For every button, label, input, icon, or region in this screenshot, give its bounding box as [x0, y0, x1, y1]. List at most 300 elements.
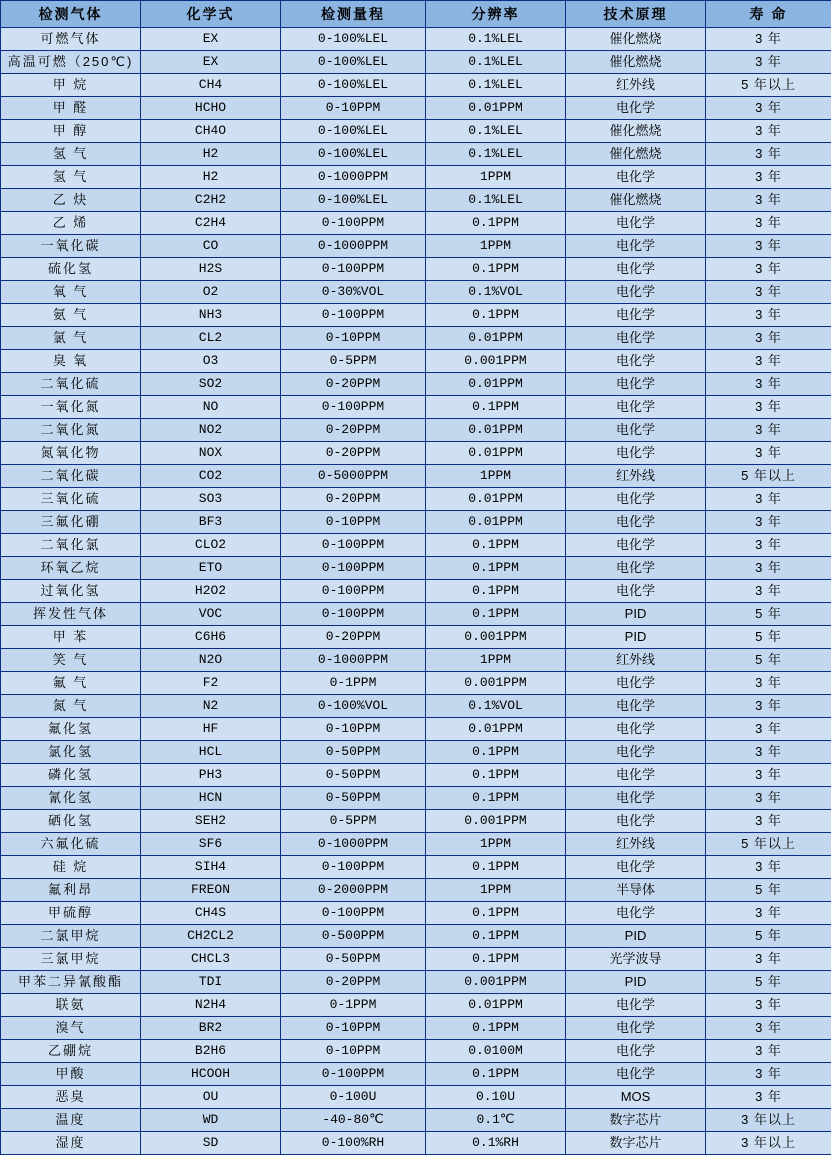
- cell-gas: 甲 醛: [1, 97, 141, 120]
- cell-principle: PID: [566, 925, 706, 948]
- cell-range: 0-100%LEL: [281, 120, 426, 143]
- table-row: [1, 350, 831, 373]
- cell-gas: 可燃气体: [1, 28, 141, 51]
- cell-gas: 三氟化硼: [1, 511, 141, 534]
- cell-gas: 联氨: [1, 994, 141, 1017]
- cell-principle: 电化学: [566, 304, 706, 327]
- cell-gas: 高温可燃（250℃): [1, 51, 141, 74]
- cell-principle: 催化燃烧: [566, 189, 706, 212]
- cell-gas: 氮氧化物: [1, 442, 141, 465]
- cell-resolution: 0.01PPM: [426, 511, 566, 534]
- cell-principle: 电化学: [566, 695, 706, 718]
- cell-range: 0-100PPM: [281, 212, 426, 235]
- cell-gas: 环氧乙烷: [1, 557, 141, 580]
- cell-formula: CHCL3: [141, 948, 281, 971]
- cell-range: 0-20PPM: [281, 626, 426, 649]
- cell-range: 0-100%LEL: [281, 74, 426, 97]
- cell-principle: 电化学: [566, 902, 706, 925]
- cell-resolution: 0.01PPM: [426, 442, 566, 465]
- cell-range: 0-1000PPM: [281, 166, 426, 189]
- cell-formula: HCL: [141, 741, 281, 764]
- cell-gas: 一氧化氮: [1, 396, 141, 419]
- table-row: [1, 304, 831, 327]
- cell-resolution: 0.1PPM: [426, 902, 566, 925]
- cell-gas: 三氯甲烷: [1, 948, 141, 971]
- cell-lifetime: 5 年: [706, 971, 831, 994]
- cell-range: 0-100PPM: [281, 856, 426, 879]
- cell-lifetime: 5 年: [706, 603, 831, 626]
- table-row: [1, 235, 831, 258]
- cell-formula: C2H4: [141, 212, 281, 235]
- cell-range: 0-500PPM: [281, 925, 426, 948]
- cell-range: 0-10PPM: [281, 511, 426, 534]
- cell-principle: 数字芯片: [566, 1109, 706, 1132]
- cell-formula: SO2: [141, 373, 281, 396]
- cell-principle: 电化学: [566, 350, 706, 373]
- cell-formula: WD: [141, 1109, 281, 1132]
- cell-resolution: 0.1PPM: [426, 948, 566, 971]
- cell-resolution: 0.1PPM: [426, 741, 566, 764]
- cell-resolution: 0.1%VOL: [426, 695, 566, 718]
- cell-gas: 氯 气: [1, 327, 141, 350]
- table-row: [1, 281, 831, 304]
- cell-range: 0-100PPM: [281, 1063, 426, 1086]
- column-header-resolution: 分辨率: [426, 1, 566, 28]
- table-row: [1, 51, 831, 74]
- cell-lifetime: 3 年: [706, 97, 831, 120]
- cell-principle: 电化学: [566, 534, 706, 557]
- table-row: [1, 1040, 831, 1063]
- cell-gas: 乙 烯: [1, 212, 141, 235]
- cell-gas: 一氧化碳: [1, 235, 141, 258]
- column-header-lifetime: 寿 命: [706, 1, 831, 28]
- cell-principle: 电化学: [566, 396, 706, 419]
- cell-gas: 硅 烷: [1, 856, 141, 879]
- table-row: [1, 971, 831, 994]
- cell-lifetime: 3 年: [706, 672, 831, 695]
- cell-formula: HF: [141, 718, 281, 741]
- cell-lifetime: 3 年: [706, 235, 831, 258]
- cell-range: 0-20PPM: [281, 488, 426, 511]
- cell-gas: 甲 苯: [1, 626, 141, 649]
- cell-range: -40-80℃: [281, 1109, 426, 1132]
- table-row: [1, 1017, 831, 1040]
- cell-resolution: 0.1PPM: [426, 557, 566, 580]
- column-header-gas: 检测气体: [1, 1, 141, 28]
- table-row: [1, 603, 831, 626]
- cell-principle: 催化燃烧: [566, 51, 706, 74]
- cell-resolution: 0.1PPM: [426, 304, 566, 327]
- table-row: [1, 419, 831, 442]
- cell-gas: 二氧化碳: [1, 465, 141, 488]
- cell-resolution: 1PPM: [426, 235, 566, 258]
- cell-lifetime: 3 年: [706, 51, 831, 74]
- cell-lifetime: 3 年: [706, 396, 831, 419]
- cell-principle: 电化学: [566, 787, 706, 810]
- cell-formula: H2S: [141, 258, 281, 281]
- cell-principle: 红外线: [566, 833, 706, 856]
- cell-resolution: 0.0100M: [426, 1040, 566, 1063]
- cell-lifetime: 5 年: [706, 626, 831, 649]
- cell-resolution: 0.01PPM: [426, 718, 566, 741]
- cell-gas: 氢 气: [1, 166, 141, 189]
- cell-resolution: 0.01PPM: [426, 994, 566, 1017]
- cell-principle: 电化学: [566, 856, 706, 879]
- table-row: [1, 488, 831, 511]
- cell-resolution: 0.1%LEL: [426, 143, 566, 166]
- table-row: [1, 120, 831, 143]
- cell-range: 0-50PPM: [281, 764, 426, 787]
- cell-lifetime: 3 年: [706, 810, 831, 833]
- cell-formula: EX: [141, 28, 281, 51]
- cell-lifetime: 5 年以上: [706, 465, 831, 488]
- cell-gas: 恶臭: [1, 1086, 141, 1109]
- cell-gas: 乙硼烷: [1, 1040, 141, 1063]
- cell-lifetime: 3 年: [706, 1063, 831, 1086]
- cell-gas: 氰化氢: [1, 787, 141, 810]
- cell-gas: 湿度: [1, 1132, 141, 1155]
- table-row: [1, 580, 831, 603]
- table-body: [1, 28, 831, 1155]
- cell-formula: O2: [141, 281, 281, 304]
- column-header-range: 检测量程: [281, 1, 426, 28]
- cell-resolution: 0.1PPM: [426, 580, 566, 603]
- cell-range: 0-10PPM: [281, 718, 426, 741]
- cell-lifetime: 3 年: [706, 1086, 831, 1109]
- cell-formula: F2: [141, 672, 281, 695]
- cell-range: 0-2000PPM: [281, 879, 426, 902]
- cell-principle: PID: [566, 603, 706, 626]
- table-row: [1, 143, 831, 166]
- table-row: [1, 902, 831, 925]
- column-header-formula: 化学式: [141, 1, 281, 28]
- cell-lifetime: 3 年: [706, 994, 831, 1017]
- cell-principle: PID: [566, 971, 706, 994]
- cell-range: 0-1PPM: [281, 672, 426, 695]
- cell-gas: 甲酸: [1, 1063, 141, 1086]
- cell-lifetime: 3 年: [706, 764, 831, 787]
- cell-resolution: 0.1%VOL: [426, 281, 566, 304]
- table-row: [1, 994, 831, 1017]
- cell-gas: 臭 氧: [1, 350, 141, 373]
- cell-lifetime: 3 年: [706, 281, 831, 304]
- cell-lifetime: 3 年: [706, 488, 831, 511]
- cell-lifetime: 3 年: [706, 258, 831, 281]
- cell-gas: 氧 气: [1, 281, 141, 304]
- cell-range: 0-100PPM: [281, 557, 426, 580]
- cell-lifetime: 3 年以上: [706, 1109, 831, 1132]
- table-row: [1, 833, 831, 856]
- cell-lifetime: 3 年: [706, 695, 831, 718]
- cell-formula: SO3: [141, 488, 281, 511]
- cell-formula: TDI: [141, 971, 281, 994]
- cell-lifetime: 3 年: [706, 948, 831, 971]
- table-row: [1, 925, 831, 948]
- table-row: [1, 166, 831, 189]
- cell-resolution: 0.01PPM: [426, 327, 566, 350]
- cell-formula: CO: [141, 235, 281, 258]
- table-row: [1, 465, 831, 488]
- cell-resolution: 0.10U: [426, 1086, 566, 1109]
- cell-formula: BR2: [141, 1017, 281, 1040]
- cell-gas: 溴气: [1, 1017, 141, 1040]
- cell-gas: 二氯甲烷: [1, 925, 141, 948]
- cell-formula: CH2CL2: [141, 925, 281, 948]
- cell-formula: C2H2: [141, 189, 281, 212]
- table-row: [1, 649, 831, 672]
- cell-lifetime: 3 年: [706, 143, 831, 166]
- cell-formula: H2O2: [141, 580, 281, 603]
- table-row: [1, 718, 831, 741]
- cell-principle: 电化学: [566, 741, 706, 764]
- cell-resolution: 0.001PPM: [426, 350, 566, 373]
- table-row: [1, 511, 831, 534]
- cell-formula: H2: [141, 166, 281, 189]
- cell-formula: HCOOH: [141, 1063, 281, 1086]
- cell-formula: O3: [141, 350, 281, 373]
- cell-resolution: 0.1%LEL: [426, 51, 566, 74]
- cell-resolution: 0.1PPM: [426, 212, 566, 235]
- cell-resolution: 0.1%RH: [426, 1132, 566, 1155]
- table-header-row: [1, 1, 831, 28]
- cell-range: 0-100PPM: [281, 396, 426, 419]
- cell-range: 0-100PPM: [281, 902, 426, 925]
- cell-principle: 电化学: [566, 97, 706, 120]
- cell-lifetime: 3 年: [706, 419, 831, 442]
- cell-lifetime: 3 年: [706, 741, 831, 764]
- cell-gas: 硫化氢: [1, 258, 141, 281]
- cell-principle: 电化学: [566, 511, 706, 534]
- cell-principle: MOS: [566, 1086, 706, 1109]
- cell-range: 0-100PPM: [281, 603, 426, 626]
- cell-gas: 氯化氢: [1, 741, 141, 764]
- table-header: [1, 1, 831, 28]
- cell-range: 0-20PPM: [281, 442, 426, 465]
- cell-range: 0-20PPM: [281, 971, 426, 994]
- cell-lifetime: 3 年: [706, 902, 831, 925]
- table-row: [1, 396, 831, 419]
- cell-principle: 电化学: [566, 442, 706, 465]
- cell-resolution: 0.1PPM: [426, 925, 566, 948]
- cell-formula: NH3: [141, 304, 281, 327]
- cell-principle: 电化学: [566, 810, 706, 833]
- cell-resolution: 1PPM: [426, 833, 566, 856]
- cell-range: 0-100PPM: [281, 304, 426, 327]
- table-row: [1, 1109, 831, 1132]
- table-row: [1, 28, 831, 51]
- cell-formula: ETO: [141, 557, 281, 580]
- cell-range: 0-100%LEL: [281, 143, 426, 166]
- cell-principle: 电化学: [566, 764, 706, 787]
- cell-gas: 硒化氢: [1, 810, 141, 833]
- cell-principle: 催化燃烧: [566, 143, 706, 166]
- table-row: [1, 1063, 831, 1086]
- cell-resolution: 0.1PPM: [426, 856, 566, 879]
- cell-resolution: 0.001PPM: [426, 672, 566, 695]
- cell-resolution: 0.1PPM: [426, 764, 566, 787]
- cell-principle: 电化学: [566, 281, 706, 304]
- cell-principle: 电化学: [566, 258, 706, 281]
- cell-formula: B2H6: [141, 1040, 281, 1063]
- cell-lifetime: 3 年: [706, 1040, 831, 1063]
- cell-resolution: 1PPM: [426, 879, 566, 902]
- cell-lifetime: 5 年: [706, 925, 831, 948]
- cell-range: 0-50PPM: [281, 741, 426, 764]
- cell-range: 0-10PPM: [281, 1017, 426, 1040]
- cell-formula: SF6: [141, 833, 281, 856]
- cell-range: 0-1000PPM: [281, 833, 426, 856]
- cell-formula: N2O: [141, 649, 281, 672]
- cell-gas: 挥发性气体: [1, 603, 141, 626]
- cell-range: 0-100U: [281, 1086, 426, 1109]
- table-row: [1, 97, 831, 120]
- cell-range: 0-30%VOL: [281, 281, 426, 304]
- cell-resolution: 0.01PPM: [426, 97, 566, 120]
- cell-range: 0-50PPM: [281, 948, 426, 971]
- table-row: [1, 764, 831, 787]
- cell-principle: 电化学: [566, 994, 706, 1017]
- cell-formula: CH4O: [141, 120, 281, 143]
- cell-lifetime: 3 年: [706, 718, 831, 741]
- cell-formula: FREON: [141, 879, 281, 902]
- cell-resolution: 0.1PPM: [426, 534, 566, 557]
- table-row: [1, 557, 831, 580]
- cell-lifetime: 3 年: [706, 304, 831, 327]
- cell-lifetime: 5 年: [706, 879, 831, 902]
- cell-resolution: 0.1℃: [426, 1109, 566, 1132]
- cell-formula: C6H6: [141, 626, 281, 649]
- cell-formula: SIH4: [141, 856, 281, 879]
- cell-resolution: 0.1PPM: [426, 1017, 566, 1040]
- cell-range: 0-20PPM: [281, 373, 426, 396]
- cell-range: 0-1000PPM: [281, 649, 426, 672]
- table-row: [1, 948, 831, 971]
- cell-formula: NO2: [141, 419, 281, 442]
- cell-range: 0-1PPM: [281, 994, 426, 1017]
- cell-principle: 电化学: [566, 718, 706, 741]
- cell-resolution: 0.1PPM: [426, 603, 566, 626]
- cell-formula: HCN: [141, 787, 281, 810]
- cell-principle: 电化学: [566, 488, 706, 511]
- cell-range: 0-100%RH: [281, 1132, 426, 1155]
- cell-formula: N2: [141, 695, 281, 718]
- cell-principle: 电化学: [566, 1017, 706, 1040]
- cell-range: 0-5PPM: [281, 350, 426, 373]
- cell-gas: 二氧化氮: [1, 419, 141, 442]
- cell-resolution: 0.1PPM: [426, 1063, 566, 1086]
- cell-range: 0-1000PPM: [281, 235, 426, 258]
- cell-formula: CH4S: [141, 902, 281, 925]
- cell-gas: 氮 气: [1, 695, 141, 718]
- cell-principle: 电化学: [566, 327, 706, 350]
- cell-resolution: 0.01PPM: [426, 419, 566, 442]
- table-row: [1, 741, 831, 764]
- cell-gas: 二氧化氯: [1, 534, 141, 557]
- cell-formula: PH3: [141, 764, 281, 787]
- cell-range: 0-10PPM: [281, 327, 426, 350]
- cell-principle: 电化学: [566, 419, 706, 442]
- cell-lifetime: 3 年: [706, 511, 831, 534]
- cell-principle: 光学波导: [566, 948, 706, 971]
- cell-gas: 氟利昂: [1, 879, 141, 902]
- cell-formula: CH4: [141, 74, 281, 97]
- cell-gas: 温度: [1, 1109, 141, 1132]
- cell-principle: 红外线: [566, 74, 706, 97]
- cell-resolution: 0.1PPM: [426, 787, 566, 810]
- cell-lifetime: 3 年: [706, 373, 831, 396]
- cell-gas: 磷化氢: [1, 764, 141, 787]
- cell-gas: 三氧化硫: [1, 488, 141, 511]
- table-row: [1, 74, 831, 97]
- cell-principle: 电化学: [566, 672, 706, 695]
- cell-gas: 氟化氢: [1, 718, 141, 741]
- cell-formula: CO2: [141, 465, 281, 488]
- table-row: [1, 1086, 831, 1109]
- table-row: [1, 258, 831, 281]
- table-row: [1, 442, 831, 465]
- cell-principle: 半导体: [566, 879, 706, 902]
- cell-range: 0-100PPM: [281, 258, 426, 281]
- cell-lifetime: 5 年以上: [706, 833, 831, 856]
- cell-range: 0-100PPM: [281, 580, 426, 603]
- table-row: [1, 672, 831, 695]
- cell-formula: NO: [141, 396, 281, 419]
- cell-lifetime: 3 年: [706, 1017, 831, 1040]
- table-row: [1, 787, 831, 810]
- cell-formula: HCHO: [141, 97, 281, 120]
- cell-lifetime: 3 年: [706, 189, 831, 212]
- cell-resolution: 0.1%LEL: [426, 28, 566, 51]
- cell-gas: 二氧化硫: [1, 373, 141, 396]
- cell-range: 0-50PPM: [281, 787, 426, 810]
- cell-range: 0-10PPM: [281, 1040, 426, 1063]
- cell-resolution: 0.001PPM: [426, 971, 566, 994]
- column-header-principle: 技术原理: [566, 1, 706, 28]
- cell-lifetime: 3 年: [706, 557, 831, 580]
- cell-gas: 六氟化硫: [1, 833, 141, 856]
- cell-gas: 过氧化氢: [1, 580, 141, 603]
- cell-gas: 甲 醇: [1, 120, 141, 143]
- cell-range: 0-100%LEL: [281, 28, 426, 51]
- cell-formula: VOC: [141, 603, 281, 626]
- cell-resolution: 0.1PPM: [426, 258, 566, 281]
- cell-formula: SEH2: [141, 810, 281, 833]
- cell-gas: 甲苯二异氰酸酯: [1, 971, 141, 994]
- cell-resolution: 0.1PPM: [426, 396, 566, 419]
- cell-principle: 电化学: [566, 1063, 706, 1086]
- cell-lifetime: 3 年以上: [706, 1132, 831, 1155]
- cell-resolution: 0.1%LEL: [426, 74, 566, 97]
- cell-gas: 甲硫醇: [1, 902, 141, 925]
- cell-formula: EX: [141, 51, 281, 74]
- cell-resolution: 1PPM: [426, 166, 566, 189]
- table-row: [1, 1132, 831, 1155]
- cell-principle: 红外线: [566, 649, 706, 672]
- cell-lifetime: 3 年: [706, 442, 831, 465]
- cell-range: 0-100%VOL: [281, 695, 426, 718]
- cell-principle: 电化学: [566, 557, 706, 580]
- cell-lifetime: 5 年: [706, 649, 831, 672]
- cell-lifetime: 3 年: [706, 28, 831, 51]
- cell-resolution: 0.001PPM: [426, 810, 566, 833]
- cell-gas: 笑 气: [1, 649, 141, 672]
- cell-principle: 红外线: [566, 465, 706, 488]
- cell-lifetime: 3 年: [706, 212, 831, 235]
- cell-principle: 电化学: [566, 373, 706, 396]
- cell-resolution: 1PPM: [426, 649, 566, 672]
- cell-lifetime: 3 年: [706, 787, 831, 810]
- cell-gas: 氢 气: [1, 143, 141, 166]
